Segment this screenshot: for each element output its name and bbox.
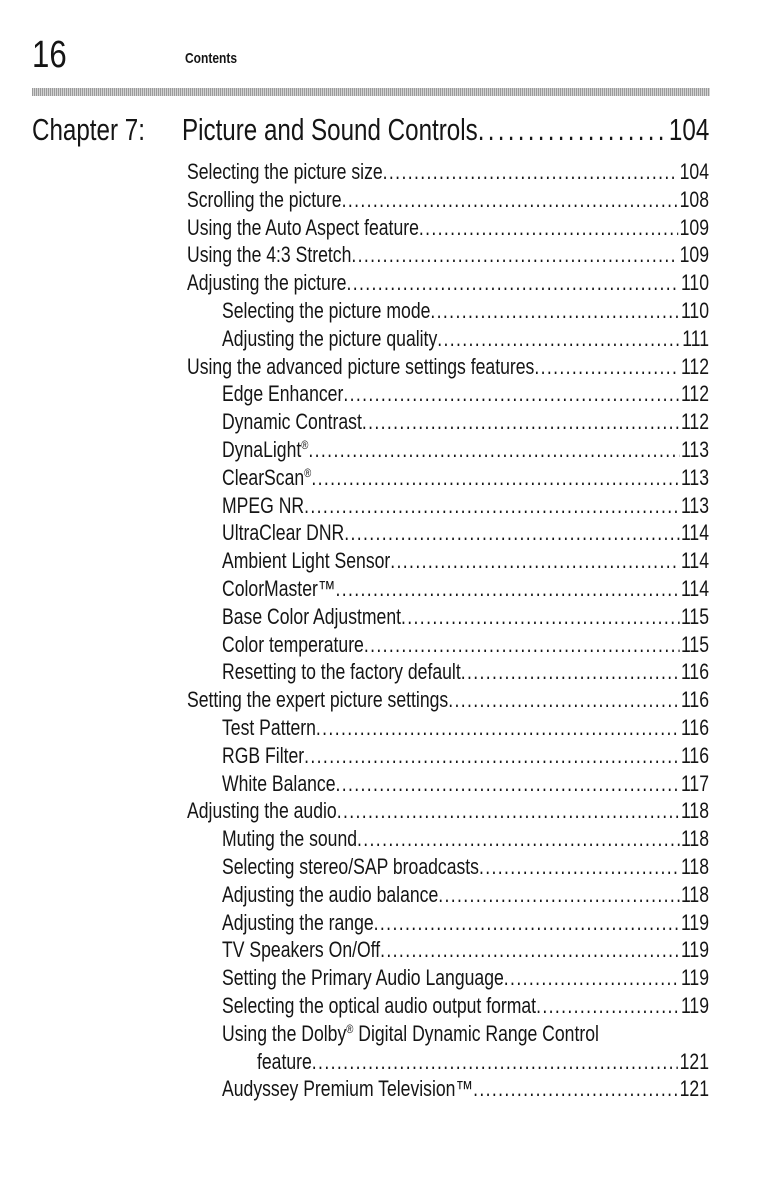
entry-title-part: Using the Dolby — [222, 1020, 347, 1046]
page-number: 16 — [32, 34, 67, 76]
entry-title: Scrolling the picture — [187, 186, 342, 212]
toc-entry[interactable] — [222, 382, 709, 406]
entry-title: Setting the Primary Audio Language — [222, 965, 504, 991]
entry-title: Selecting the optical audio output format — [222, 993, 537, 1018]
toc-entry[interactable] — [222, 660, 709, 684]
entry-title: Adjusting the picture quality — [222, 325, 438, 351]
entry-page: 119 — [680, 937, 709, 963]
leader-dots — [504, 966, 680, 990]
leader-dots — [536, 994, 679, 1018]
leader-dots — [308, 438, 679, 462]
entry-title: Muting the sound — [222, 826, 358, 852]
leader-dots — [316, 716, 679, 740]
entry-title: TV Speakers On/Off — [222, 937, 381, 963]
toc-entry[interactable] — [187, 216, 709, 240]
entry-page: 104 — [679, 159, 709, 184]
entry-page: 119 — [680, 993, 709, 1018]
entry-title-continued: feature — [257, 1048, 312, 1074]
leader-dots — [374, 911, 680, 935]
leader-dots — [362, 410, 679, 434]
entry-page: 112 — [680, 409, 709, 435]
leader-dots — [335, 772, 679, 796]
toc-entry[interactable] — [222, 1077, 709, 1101]
entry-page: 117 — [680, 770, 709, 796]
leader-dots — [311, 466, 679, 490]
leader-dots — [473, 1077, 678, 1101]
leader-dots — [304, 494, 679, 518]
toc-entry[interactable] — [222, 1022, 709, 1046]
toc-entry[interactable] — [222, 438, 709, 462]
entry-page: 111 — [682, 325, 709, 351]
chapter-page: 104 — [668, 112, 710, 147]
entry-title: Edge Enhancer — [222, 381, 344, 407]
leader-dots — [380, 938, 679, 962]
entry-page: 109 — [679, 214, 709, 240]
entry-title: Adjusting the audio balance — [222, 881, 439, 907]
entry-title: DynaLight® — [222, 437, 309, 462]
leader-dots — [390, 549, 679, 573]
entry-page: 112 — [680, 353, 709, 379]
leader-dots — [357, 827, 679, 851]
entry-page: 115 — [680, 603, 709, 629]
entry-page: 114 — [680, 576, 709, 601]
entry-page: 109 — [679, 242, 709, 268]
entry-title: Selecting stereo/SAP broadcasts — [222, 854, 479, 879]
entry-page: 116 — [680, 659, 709, 685]
toc-entry[interactable] — [187, 160, 709, 184]
toc-entry[interactable] — [187, 355, 709, 379]
entry-title: Setting the expert picture settings — [187, 687, 449, 713]
leader-dots — [478, 112, 668, 148]
toc-entry[interactable] — [222, 327, 709, 351]
entry-title: Test Pattern — [222, 715, 316, 740]
leader-dots — [437, 327, 680, 351]
toc-entry[interactable] — [222, 966, 709, 990]
chapter-entry[interactable] — [182, 112, 709, 148]
leader-dots — [448, 688, 679, 712]
leader-dots — [335, 577, 679, 601]
toc-entry[interactable] — [222, 938, 709, 962]
toc-entry[interactable] — [222, 577, 709, 601]
toc-entry[interactable] — [222, 521, 709, 545]
entry-title: Audyssey Premium Television™ — [222, 1076, 474, 1102]
entry-title: Resetting to the factory default — [222, 659, 461, 685]
entry-title-part: Digital Dynamic Range Control — [353, 1020, 599, 1046]
entry-page: 118 — [680, 881, 709, 907]
entry-title: Color temperature — [222, 631, 364, 657]
entry-page: 114 — [680, 548, 709, 574]
entry-title: Base Color Adjustment — [222, 603, 402, 629]
toc-entry[interactable] — [222, 549, 709, 573]
entry-page: 118 — [680, 798, 709, 824]
entry-page: 110 — [680, 298, 709, 323]
entry-title: Selecting the picture size — [187, 159, 383, 184]
toc-entry[interactable] — [222, 827, 709, 851]
entry-title: Ambient Light Sensor — [222, 548, 391, 574]
entry-title: Adjusting the range — [222, 909, 374, 935]
entry-page: 108 — [679, 186, 709, 212]
entry-title: RGB Filter — [222, 742, 305, 768]
entry-title: Adjusting the audio — [187, 798, 337, 824]
registered-mark: ® — [301, 438, 309, 453]
toc-entry[interactable] — [222, 716, 709, 740]
leader-dots — [479, 855, 679, 879]
entry-title: Dynamic Contrast — [222, 409, 362, 435]
toc-entry[interactable] — [222, 466, 709, 490]
entry-page: 118 — [680, 826, 709, 852]
entry-page: 121 — [679, 1076, 709, 1102]
toc-entry[interactable] — [222, 605, 709, 629]
toc-entry[interactable] — [222, 883, 709, 907]
leader-dots — [351, 243, 678, 267]
registered-mark: ® — [304, 465, 312, 480]
leader-dots — [438, 883, 679, 907]
toc-entry[interactable] — [187, 688, 709, 712]
entry-page: 110 — [680, 270, 709, 296]
entry-title: Selecting the picture mode — [222, 298, 431, 323]
leader-dots — [342, 188, 678, 212]
toc-entry[interactable] — [222, 911, 709, 935]
leader-dots — [461, 660, 680, 684]
entry-page: 119 — [680, 965, 709, 991]
chapter-label: Chapter 7: — [32, 112, 145, 147]
leader-dots — [364, 633, 679, 657]
toc-entry[interactable] — [222, 855, 709, 879]
entry-title: White Balance — [222, 770, 336, 796]
leader-dots — [419, 216, 678, 240]
entry-page: 112 — [680, 381, 709, 407]
entry-title: Using the 4:3 Stretch — [187, 242, 352, 268]
toc-entry[interactable] — [187, 188, 709, 212]
entry-title: UltraClear DNR — [222, 520, 345, 546]
entry-title: Using the Auto Aspect feature — [187, 214, 419, 240]
leader-dots — [383, 160, 678, 184]
leader-dots — [430, 299, 679, 323]
entry-page: 113 — [680, 492, 709, 518]
toc-entry[interactable] — [222, 994, 709, 1018]
toc-entry[interactable] — [187, 271, 709, 295]
entry-title: MPEG NR — [222, 492, 305, 518]
section-title: Contents — [185, 50, 237, 67]
toc-entry[interactable] — [222, 633, 709, 657]
chapter-title: Picture and Sound Controls — [182, 112, 478, 147]
entry-page: 116 — [680, 742, 709, 768]
leader-dots — [343, 382, 679, 406]
entry-page: 114 — [680, 520, 709, 546]
entry-title: Adjusting the picture — [187, 270, 347, 296]
leader-dots — [344, 521, 679, 545]
entry-title: ColorMaster™ — [222, 576, 336, 601]
entry-page: 121 — [679, 1048, 709, 1074]
leader-dots — [304, 744, 679, 768]
leader-dots — [401, 605, 679, 629]
toc-entry[interactable] — [187, 243, 709, 267]
entry-page: 116 — [680, 715, 709, 740]
leader-dots — [534, 355, 679, 379]
registered-mark: ® — [346, 1021, 354, 1036]
entry-title — [222, 1022, 599, 1046]
leader-dots — [346, 271, 679, 295]
entry-page: 116 — [680, 687, 709, 713]
entry-page: 118 — [680, 854, 709, 879]
toc-entry[interactable] — [222, 494, 709, 518]
entry-title: ClearScan® — [222, 464, 312, 490]
toc-entry[interactable] — [222, 299, 709, 323]
entry-title: Using the advanced picture settings features — [187, 353, 535, 379]
toc-entry[interactable] — [222, 772, 709, 796]
header-rule — [32, 88, 710, 96]
toc-entry-continued[interactable] — [257, 1050, 709, 1074]
entry-page: 113 — [680, 437, 709, 462]
toc-entry[interactable] — [187, 799, 709, 823]
entry-page: 115 — [680, 631, 709, 657]
toc-entry[interactable] — [222, 410, 709, 434]
entry-page: 119 — [680, 909, 709, 935]
entry-page: 113 — [680, 464, 709, 490]
leader-dots — [312, 1050, 678, 1074]
leader-dots — [337, 799, 680, 823]
toc-entry[interactable] — [222, 744, 709, 768]
